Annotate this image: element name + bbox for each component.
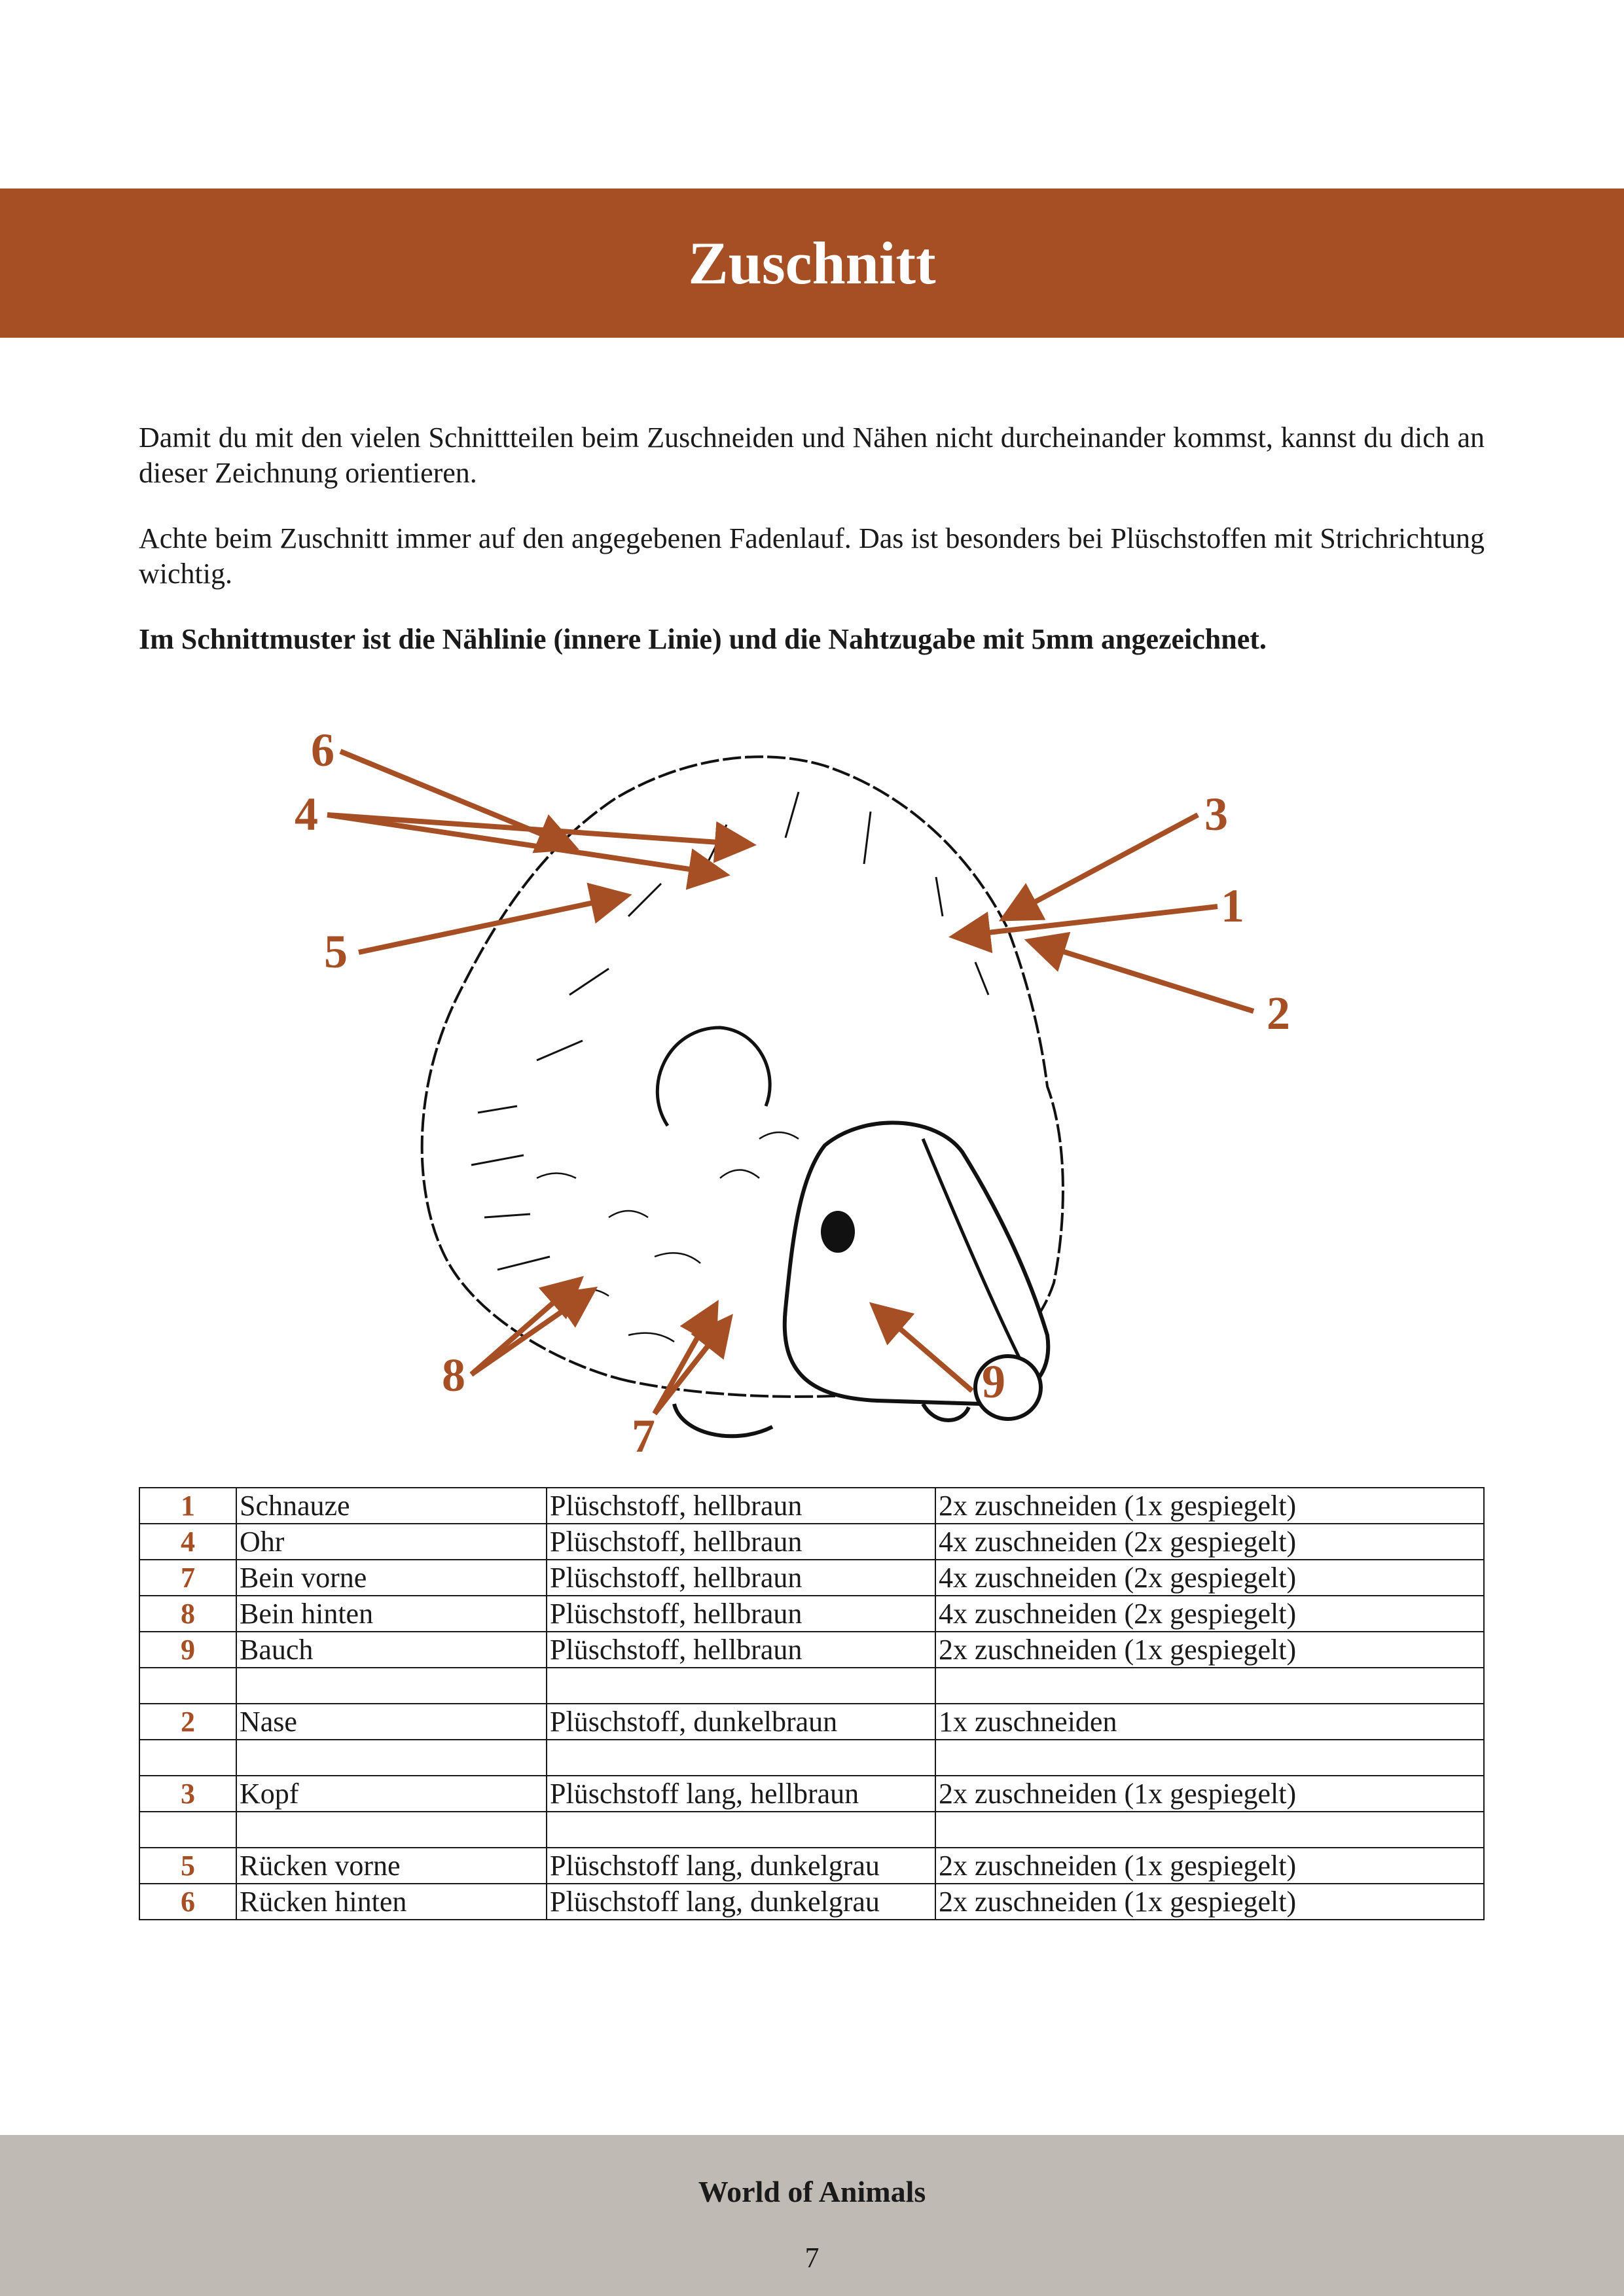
callout-label-7: 7 [632,1410,655,1462]
page-number: 7 [804,2242,820,2274]
part-number [139,1812,236,1848]
part-cut: 4x zuschneiden (2x gespiegelt) [935,1524,1484,1560]
part-number: 7 [139,1560,236,1596]
part-cut: 4x zuschneiden (2x gespiegelt) [935,1560,1484,1596]
part-name [236,1668,547,1704]
table-row [139,1596,1484,1632]
part-cut: 2x zuschneiden (1x gespiegelt) [935,1632,1484,1668]
part-cut: 1x zuschneiden [935,1704,1484,1740]
hedgehog-illustration [262,720,1309,1466]
part-number [139,1740,236,1776]
callout-arrow-5 [359,897,622,952]
table-row [139,1848,1484,1884]
part-cut: 2x zuschneiden (1x gespiegelt) [935,1488,1484,1524]
header-bar [0,188,1624,338]
page-footer [0,2135,1624,2296]
part-material: Plüschstoff, hellbraun [547,1596,935,1632]
table-row-spacer [139,1668,1484,1704]
part-name: Nase [236,1704,547,1740]
footer-brand: World of Animals [698,2175,926,2208]
part-material: Plüschstoff lang, dunkelgrau [547,1884,935,1920]
table-row [139,1524,1484,1560]
intro-paragraph: Damit du mit den vielen Schnittteilen beim Zuschneiden und Nähen nicht durcheinander kommst, kannst du dich an dieser Zeichnung orientieren. [139,422,1485,489]
callout-label-6: 6 [311,724,334,776]
part-name [236,1740,547,1776]
part-material [547,1668,935,1704]
seam-allowance-note: Im Schnittmuster ist die Nählinie (innere Linie) und die Nahtzugabe mit 5mm angezeichnet. [139,623,1267,655]
part-material: Plüschstoff, hellbraun [547,1524,935,1560]
callout-arrow-7a [655,1309,713,1414]
callout-label-4: 4 [295,788,318,840]
callout-label-2: 2 [1267,987,1290,1039]
callout-arrow-3 [1008,815,1198,916]
part-material [547,1812,935,1848]
callout-arrow-4a [327,815,746,844]
back-foot-shape [923,1404,969,1420]
callout-label-3: 3 [1204,788,1228,840]
part-material: Plüschstoff lang, hellbraun [547,1776,935,1812]
table-row [139,1488,1484,1524]
table-row [139,1776,1484,1812]
part-number: 1 [139,1488,236,1524]
part-number: 3 [139,1776,236,1812]
callout-label-8: 8 [442,1349,465,1401]
part-cut [935,1812,1484,1848]
callout-arrow-7b [655,1322,727,1414]
part-name: Bein vorne [236,1560,547,1596]
eye-shape [821,1211,855,1253]
callout-label-5: 5 [324,925,348,978]
table-row [139,1884,1484,1920]
table-row-spacer [139,1740,1484,1776]
part-cut: 2x zuschneiden (1x gespiegelt) [935,1884,1484,1920]
table-row-spacer [139,1812,1484,1848]
table-row [139,1560,1484,1596]
part-material [547,1740,935,1776]
part-cut [935,1740,1484,1776]
part-cut: 2x zuschneiden (1x gespiegelt) [935,1776,1484,1812]
part-name: Rücken hinten [236,1884,547,1920]
table-row [139,1632,1484,1668]
part-material: Plüschstoff, dunkelbraun [547,1704,935,1740]
callout-label-1: 1 [1221,880,1244,932]
part-name: Bein hinten [236,1596,547,1632]
part-material: Plüschstoff, hellbraun [547,1560,935,1596]
part-number: 4 [139,1524,236,1560]
table-row [139,1704,1484,1740]
part-number [139,1668,236,1704]
part-name: Bauch [236,1632,547,1668]
part-number: 5 [139,1848,236,1884]
part-material: Plüschstoff, hellbraun [547,1632,935,1668]
parts-table [139,1487,1485,1920]
callout-label-9: 9 [982,1355,1005,1408]
page-title: Zuschnitt [688,230,936,296]
part-cut: 4x zuschneiden (2x gespiegelt) [935,1596,1484,1632]
hedgehog-figure [262,720,1309,1466]
part-name [236,1812,547,1848]
part-name: Ohr [236,1524,547,1560]
part-number: 8 [139,1596,236,1632]
callout-arrow-4b [327,815,720,874]
part-number: 2 [139,1704,236,1740]
part-cut: 2x zuschneiden (1x gespiegelt) [935,1848,1484,1884]
callout-arrow-2 [1034,942,1254,1011]
ear-shape [657,1028,770,1126]
part-name: Kopf [236,1776,547,1812]
part-name: Schnauze [236,1488,547,1524]
front-foot-shape [674,1404,772,1436]
intro-paragraph: Achte beim Zuschnitt immer auf den angegebenen Fadenlauf. Das ist besonders bei Plüschstoffen mit Strichrichtung wichtig. [139,522,1485,590]
part-material: Plüschstoff, hellbraun [547,1488,935,1524]
part-number: 6 [139,1884,236,1920]
part-cut [935,1668,1484,1704]
part-name: Rücken vorne [236,1848,547,1884]
part-material: Plüschstoff lang, dunkelgrau [547,1848,935,1884]
part-number: 9 [139,1632,236,1668]
intro-text [139,420,1485,687]
